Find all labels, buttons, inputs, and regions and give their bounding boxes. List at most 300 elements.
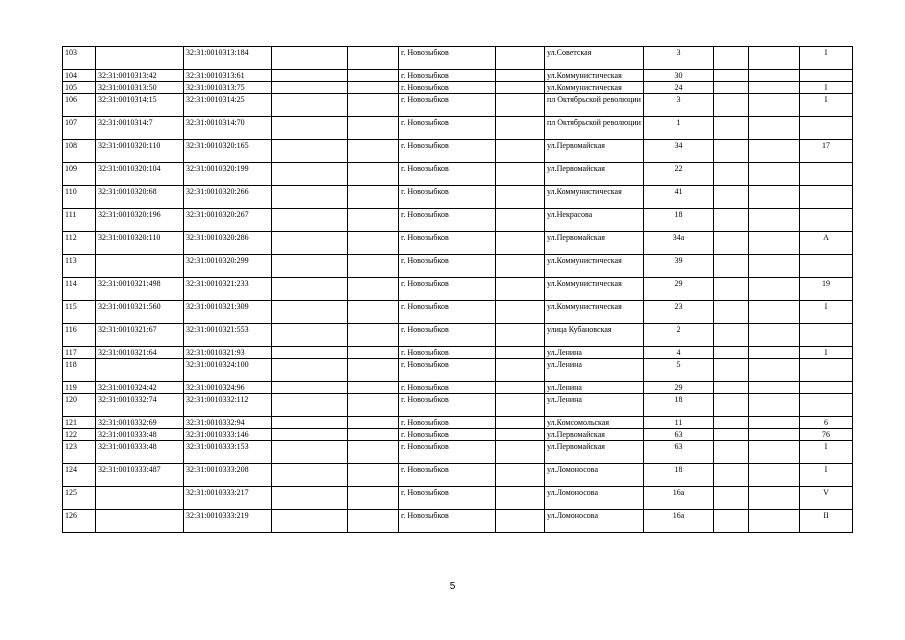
street-cell: ул.Коммунистическая — [545, 186, 644, 209]
city-cell: г. Новозыбков — [399, 464, 496, 487]
cadastral-parcel-cell — [96, 510, 184, 533]
roman-numeral-cell: I — [800, 347, 853, 359]
house-number-cell: 18 — [644, 209, 714, 232]
city-cell: г. Новозыбков — [399, 487, 496, 510]
row-number-cell: 106 — [63, 94, 96, 117]
city-cell: г. Новозыбков — [399, 510, 496, 533]
house-number-cell: 4 — [644, 347, 714, 359]
empty-cell — [714, 429, 749, 441]
table-row — [63, 232, 853, 255]
empty-cell — [496, 232, 545, 255]
roman-numeral-cell: I — [800, 301, 853, 324]
empty-cell — [348, 324, 399, 347]
city-cell: г. Новозыбков — [399, 186, 496, 209]
empty-cell — [749, 94, 800, 117]
house-number-cell: 22 — [644, 163, 714, 186]
empty-cell — [272, 487, 348, 510]
street-cell: ул.Ломоносова — [545, 510, 644, 533]
row-number-cell: 104 — [63, 70, 96, 82]
empty-cell — [272, 232, 348, 255]
city-cell: г. Новозыбков — [399, 255, 496, 278]
page-number: 5 — [449, 581, 456, 592]
city-cell: г. Новозыбков — [399, 117, 496, 140]
house-number-cell: 5 — [644, 359, 714, 382]
table-row — [63, 464, 853, 487]
empty-cell — [272, 347, 348, 359]
street-cell: ул.Ленина — [545, 359, 644, 382]
row-number-cell: 117 — [63, 347, 96, 359]
empty-cell — [714, 82, 749, 94]
empty-cell — [496, 324, 545, 347]
cadastral-parcel-cell: 32:31:0010332:74 — [96, 394, 184, 417]
street-cell: ул.Первомайская — [545, 441, 644, 464]
street-cell: ул.Ленина — [545, 347, 644, 359]
cadastral-building-cell: 32:31:0010314:70 — [184, 117, 272, 140]
cadastral-building-cell: 32:31:0010333:153 — [184, 441, 272, 464]
empty-cell — [348, 429, 399, 441]
roman-numeral-cell: 6 — [800, 417, 853, 429]
house-number-cell: 3 — [644, 47, 714, 70]
empty-cell — [714, 487, 749, 510]
empty-cell — [348, 359, 399, 382]
empty-cell — [348, 209, 399, 232]
empty-cell — [348, 510, 399, 533]
table-row — [63, 278, 853, 301]
empty-cell — [496, 394, 545, 417]
city-cell: г. Новозыбков — [399, 359, 496, 382]
roman-numeral-cell: I — [800, 82, 853, 94]
row-number-cell: 126 — [63, 510, 96, 533]
empty-cell — [272, 209, 348, 232]
row-number-cell: 110 — [63, 186, 96, 209]
empty-cell — [714, 301, 749, 324]
street-cell: ул.Первомайская — [545, 163, 644, 186]
empty-cell — [496, 347, 545, 359]
street-cell: ул.Коммунистическая — [545, 82, 644, 94]
empty-cell — [749, 394, 800, 417]
table-row — [63, 510, 853, 533]
table-row — [63, 255, 853, 278]
street-cell: ул.Ленина — [545, 394, 644, 417]
cadastral-building-cell: 32:31:0010321:93 — [184, 347, 272, 359]
empty-cell — [348, 140, 399, 163]
empty-cell — [714, 347, 749, 359]
street-cell: ул.Ломоносова — [545, 487, 644, 510]
empty-cell — [348, 464, 399, 487]
house-number-cell: 11 — [644, 417, 714, 429]
row-number-cell: 105 — [63, 82, 96, 94]
empty-cell — [749, 417, 800, 429]
cadastral-parcel-cell: 32:31:0010313:50 — [96, 82, 184, 94]
cadastral-parcel-cell — [96, 255, 184, 278]
cadastral-building-cell: 32:31:0010313:61 — [184, 70, 272, 82]
table-row — [63, 94, 853, 117]
empty-cell — [496, 163, 545, 186]
empty-cell — [714, 324, 749, 347]
row-number-cell: 115 — [63, 301, 96, 324]
roman-numeral-cell — [800, 359, 853, 382]
empty-cell — [714, 394, 749, 417]
table-row — [63, 163, 853, 186]
city-cell: г. Новозыбков — [399, 347, 496, 359]
address-registry-table — [62, 46, 853, 533]
cadastral-parcel-cell: 32:31:0010324:42 — [96, 382, 184, 394]
empty-cell — [714, 417, 749, 429]
cadastral-parcel-cell: 32:31:0010321:498 — [96, 278, 184, 301]
house-number-cell: 23 — [644, 301, 714, 324]
cadastral-building-cell: 32:31:0010320:266 — [184, 186, 272, 209]
cadastral-parcel-cell — [96, 47, 184, 70]
empty-cell — [496, 47, 545, 70]
table-row — [63, 209, 853, 232]
cadastral-parcel-cell: 32:31:0010313:42 — [96, 70, 184, 82]
empty-cell — [348, 47, 399, 70]
empty-cell — [496, 487, 545, 510]
cadastral-parcel-cell: 32:31:0010332:69 — [96, 417, 184, 429]
cadastral-building-cell: 32:31:0010320:286 — [184, 232, 272, 255]
roman-numeral-cell: II — [800, 510, 853, 533]
cadastral-building-cell: 32:31:0010321:553 — [184, 324, 272, 347]
cadastral-parcel-cell: 32:31:0010320:104 — [96, 163, 184, 186]
house-number-cell: 39 — [644, 255, 714, 278]
cadastral-parcel-cell: 32:31:0010320:110 — [96, 232, 184, 255]
table-row — [63, 186, 853, 209]
empty-cell — [348, 186, 399, 209]
street-cell: ул.Ломоносова — [545, 464, 644, 487]
empty-cell — [749, 301, 800, 324]
cadastral-parcel-cell — [96, 359, 184, 382]
city-cell: г. Новозыбков — [399, 47, 496, 70]
roman-numeral-cell: I — [800, 464, 853, 487]
house-number-cell: 18 — [644, 464, 714, 487]
empty-cell — [272, 301, 348, 324]
empty-cell — [348, 255, 399, 278]
street-cell: ул.Коммунистическая — [545, 301, 644, 324]
empty-cell — [749, 510, 800, 533]
table-row — [63, 82, 853, 94]
empty-cell — [749, 117, 800, 140]
empty-cell — [714, 117, 749, 140]
roman-numeral-cell — [800, 394, 853, 417]
cadastral-building-cell: 32:31:0010332:94 — [184, 417, 272, 429]
empty-cell — [272, 278, 348, 301]
empty-cell — [749, 429, 800, 441]
table-row — [63, 359, 853, 382]
empty-cell — [714, 47, 749, 70]
empty-cell — [348, 163, 399, 186]
row-number-cell: 118 — [63, 359, 96, 382]
house-number-cell: 63 — [644, 441, 714, 464]
empty-cell — [272, 510, 348, 533]
street-cell: ул.Комсомольская — [545, 417, 644, 429]
house-number-cell: 2 — [644, 324, 714, 347]
roman-numeral-cell: V — [800, 487, 853, 510]
cadastral-building-cell: 32:31:0010332:112 — [184, 394, 272, 417]
table-row — [63, 417, 853, 429]
roman-numeral-cell: 19 — [800, 278, 853, 301]
empty-cell — [714, 255, 749, 278]
cadastral-building-cell: 32:31:0010324:100 — [184, 359, 272, 382]
empty-cell — [496, 82, 545, 94]
empty-cell — [496, 209, 545, 232]
empty-cell — [272, 82, 348, 94]
empty-cell — [749, 186, 800, 209]
row-number-cell: 124 — [63, 464, 96, 487]
house-number-cell: 34а — [644, 232, 714, 255]
empty-cell — [272, 324, 348, 347]
roman-numeral-cell: 17 — [800, 140, 853, 163]
empty-cell — [272, 163, 348, 186]
empty-cell — [348, 382, 399, 394]
table-row — [63, 487, 853, 510]
empty-cell — [496, 301, 545, 324]
empty-cell — [714, 441, 749, 464]
empty-cell — [348, 417, 399, 429]
empty-cell — [749, 347, 800, 359]
city-cell: г. Новозыбков — [399, 82, 496, 94]
city-cell: г. Новозыбков — [399, 94, 496, 117]
empty-cell — [348, 441, 399, 464]
empty-cell — [749, 163, 800, 186]
empty-cell — [348, 70, 399, 82]
row-number-cell: 122 — [63, 429, 96, 441]
cadastral-parcel-cell: 32:31:0010321:67 — [96, 324, 184, 347]
roman-numeral-cell — [800, 209, 853, 232]
empty-cell — [714, 186, 749, 209]
row-number-cell: 123 — [63, 441, 96, 464]
empty-cell — [749, 464, 800, 487]
cadastral-parcel-cell: 32:31:0010314:7 — [96, 117, 184, 140]
empty-cell — [496, 278, 545, 301]
empty-cell — [496, 417, 545, 429]
row-number-cell: 121 — [63, 417, 96, 429]
row-number-cell: 112 — [63, 232, 96, 255]
street-cell: ул.Первомайская — [545, 429, 644, 441]
cadastral-building-cell: 32:31:0010321:233 — [184, 278, 272, 301]
cadastral-parcel-cell: 32:31:0010321:64 — [96, 347, 184, 359]
house-number-cell: 16а — [644, 487, 714, 510]
empty-cell — [714, 209, 749, 232]
cadastral-parcel-cell: 32:31:0010321:560 — [96, 301, 184, 324]
empty-cell — [714, 163, 749, 186]
empty-cell — [496, 441, 545, 464]
cadastral-building-cell: 32:31:0010314:25 — [184, 94, 272, 117]
empty-cell — [272, 359, 348, 382]
empty-cell — [749, 487, 800, 510]
empty-cell — [749, 382, 800, 394]
street-cell: пл Октябрьской революции — [545, 94, 644, 117]
roman-numeral-cell — [800, 163, 853, 186]
street-cell: ул.Коммунистическая — [545, 70, 644, 82]
city-cell: г. Новозыбков — [399, 70, 496, 82]
cadastral-building-cell: 32:31:0010321:309 — [184, 301, 272, 324]
cadastral-building-cell: 32:31:0010313:75 — [184, 82, 272, 94]
table-row — [63, 324, 853, 347]
empty-cell — [496, 186, 545, 209]
empty-cell — [348, 278, 399, 301]
street-cell: ул.Коммунистическая — [545, 255, 644, 278]
empty-cell — [348, 117, 399, 140]
city-cell: г. Новозыбков — [399, 394, 496, 417]
row-number-cell: 113 — [63, 255, 96, 278]
empty-cell — [714, 382, 749, 394]
empty-cell — [348, 487, 399, 510]
empty-cell — [272, 186, 348, 209]
empty-cell — [749, 47, 800, 70]
cadastral-parcel-cell: 32:31:0010320:196 — [96, 209, 184, 232]
city-cell: г. Новозыбков — [399, 417, 496, 429]
house-number-cell: 63 — [644, 429, 714, 441]
empty-cell — [749, 324, 800, 347]
house-number-cell: 18 — [644, 394, 714, 417]
empty-cell — [496, 255, 545, 278]
empty-cell — [272, 70, 348, 82]
empty-cell — [749, 359, 800, 382]
table-row — [63, 429, 853, 441]
street-cell: ул.Советская — [545, 47, 644, 70]
city-cell: г. Новозыбков — [399, 324, 496, 347]
row-number-cell: 109 — [63, 163, 96, 186]
empty-cell — [714, 510, 749, 533]
empty-cell — [714, 278, 749, 301]
row-number-cell: 103 — [63, 47, 96, 70]
house-number-cell: 41 — [644, 186, 714, 209]
city-cell: г. Новозыбков — [399, 232, 496, 255]
city-cell: г. Новозыбков — [399, 140, 496, 163]
cadastral-building-cell: 32:31:0010313:184 — [184, 47, 272, 70]
table-body — [63, 47, 853, 533]
cadastral-parcel-cell: 32:31:0010333:48 — [96, 441, 184, 464]
table-row — [63, 140, 853, 163]
table-row — [63, 47, 853, 70]
row-number-cell: 120 — [63, 394, 96, 417]
empty-cell — [496, 117, 545, 140]
empty-cell — [272, 429, 348, 441]
table-row — [63, 70, 853, 82]
cadastral-building-cell: 32:31:0010320:267 — [184, 209, 272, 232]
roman-numeral-cell: А — [800, 232, 853, 255]
cadastral-parcel-cell: 32:31:0010333:48 — [96, 429, 184, 441]
roman-numeral-cell — [800, 70, 853, 82]
street-cell: пл Октябрьской революции — [545, 117, 644, 140]
empty-cell — [348, 301, 399, 324]
cadastral-parcel-cell: 32:31:0010314:15 — [96, 94, 184, 117]
cadastral-building-cell: 32:31:0010324:96 — [184, 382, 272, 394]
house-number-cell: 34 — [644, 140, 714, 163]
house-number-cell: 1 — [644, 117, 714, 140]
empty-cell — [272, 394, 348, 417]
empty-cell — [272, 140, 348, 163]
empty-cell — [749, 209, 800, 232]
empty-cell — [496, 359, 545, 382]
street-cell: ул.Первомайская — [545, 232, 644, 255]
roman-numeral-cell — [800, 186, 853, 209]
cadastral-parcel-cell: 32:31:0010320:110 — [96, 140, 184, 163]
street-cell: ул.Некрасова — [545, 209, 644, 232]
table-row — [63, 347, 853, 359]
cadastral-building-cell: 32:31:0010320:165 — [184, 140, 272, 163]
city-cell: г. Новозыбков — [399, 209, 496, 232]
row-number-cell: 107 — [63, 117, 96, 140]
cadastral-parcel-cell — [96, 487, 184, 510]
empty-cell — [272, 382, 348, 394]
empty-cell — [348, 347, 399, 359]
empty-cell — [348, 232, 399, 255]
row-number-cell: 111 — [63, 209, 96, 232]
table-row — [63, 382, 853, 394]
empty-cell — [749, 70, 800, 82]
city-cell: г. Новозыбков — [399, 441, 496, 464]
empty-cell — [272, 464, 348, 487]
roman-numeral-cell — [800, 117, 853, 140]
empty-cell — [496, 94, 545, 117]
empty-cell — [714, 140, 749, 163]
empty-cell — [749, 278, 800, 301]
roman-numeral-cell: 76 — [800, 429, 853, 441]
empty-cell — [496, 382, 545, 394]
city-cell: г. Новозыбков — [399, 278, 496, 301]
empty-cell — [749, 255, 800, 278]
empty-cell — [714, 94, 749, 117]
empty-cell — [348, 94, 399, 117]
house-number-cell: 29 — [644, 278, 714, 301]
house-number-cell: 30 — [644, 70, 714, 82]
table-row — [63, 301, 853, 324]
city-cell: г. Новозыбков — [399, 301, 496, 324]
roman-numeral-cell: I — [800, 441, 853, 464]
empty-cell — [272, 441, 348, 464]
roman-numeral-cell: I — [800, 94, 853, 117]
empty-cell — [496, 464, 545, 487]
row-number-cell: 108 — [63, 140, 96, 163]
city-cell: г. Новозыбков — [399, 429, 496, 441]
cadastral-parcel-cell: 32:31:0010320:68 — [96, 186, 184, 209]
cadastral-building-cell: 32:31:0010333:146 — [184, 429, 272, 441]
cadastral-building-cell: 32:31:0010333:217 — [184, 487, 272, 510]
row-number-cell: 119 — [63, 382, 96, 394]
street-cell: ул.Первомайская — [545, 140, 644, 163]
empty-cell — [714, 359, 749, 382]
table-row — [63, 394, 853, 417]
cadastral-building-cell: 32:31:0010320:299 — [184, 255, 272, 278]
cadastral-building-cell: 32:31:0010333:208 — [184, 464, 272, 487]
row-number-cell: 114 — [63, 278, 96, 301]
table-row — [63, 441, 853, 464]
house-number-cell: 29 — [644, 382, 714, 394]
empty-cell — [348, 394, 399, 417]
house-number-cell: 24 — [644, 82, 714, 94]
house-number-cell: 16а — [644, 510, 714, 533]
empty-cell — [749, 441, 800, 464]
empty-cell — [272, 117, 348, 140]
roman-numeral-cell: I — [800, 47, 853, 70]
empty-cell — [496, 70, 545, 82]
cadastral-parcel-cell: 32:31:0010333:487 — [96, 464, 184, 487]
cadastral-building-cell: 32:31:0010320:199 — [184, 163, 272, 186]
street-cell: ул.Коммунистическая — [545, 278, 644, 301]
empty-cell — [714, 232, 749, 255]
roman-numeral-cell — [800, 255, 853, 278]
empty-cell — [714, 464, 749, 487]
empty-cell — [272, 417, 348, 429]
row-number-cell: 125 — [63, 487, 96, 510]
empty-cell — [272, 47, 348, 70]
row-number-cell: 116 — [63, 324, 96, 347]
cadastral-building-cell: 32:31:0010333:219 — [184, 510, 272, 533]
empty-cell — [749, 82, 800, 94]
roman-numeral-cell — [800, 324, 853, 347]
empty-cell — [714, 70, 749, 82]
